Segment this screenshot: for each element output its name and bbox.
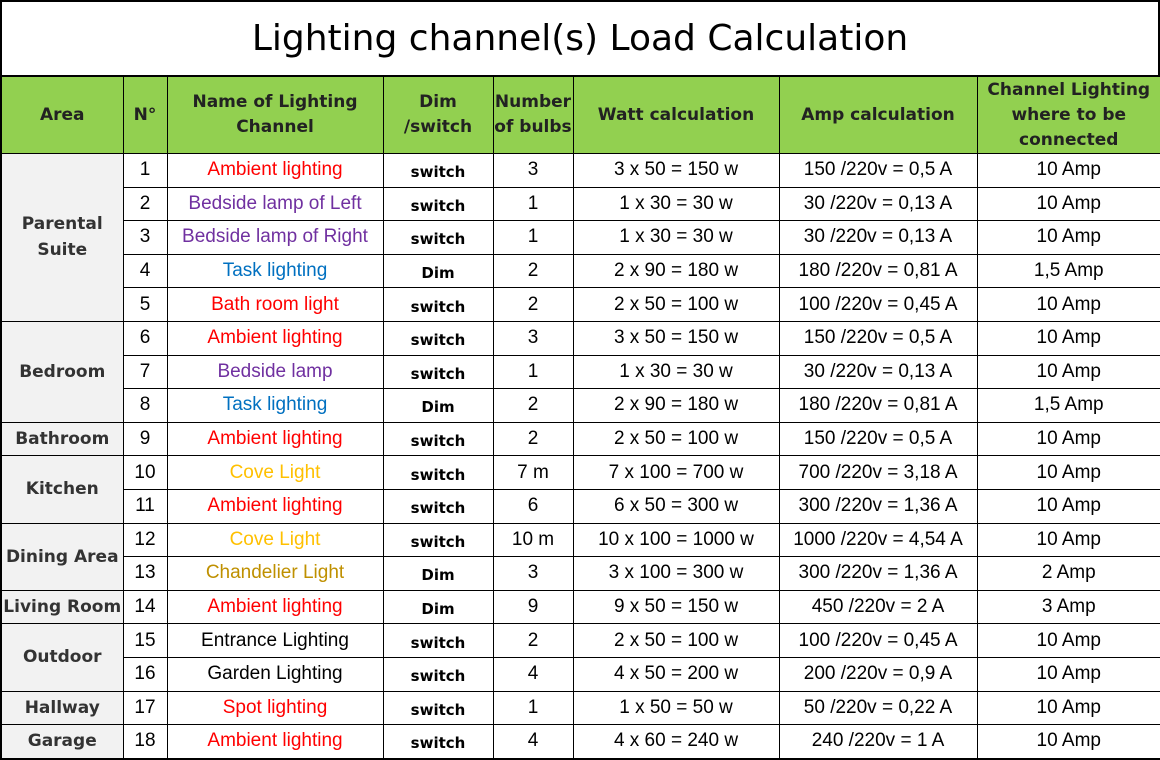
channel-cell: 10 Amp: [977, 288, 1160, 322]
header-row: [1, 76, 1160, 154]
number-cell: 10: [123, 456, 167, 490]
watt-cell: 2 x 50 = 100 w: [573, 288, 779, 322]
channel-name-cell: Ambient lighting: [167, 489, 383, 523]
mode-cell: switch: [383, 624, 493, 658]
bulbs-cell: 10 m: [493, 523, 573, 557]
mode-cell: switch: [383, 288, 493, 322]
mode-cell: switch: [383, 187, 493, 221]
table-row: [1, 221, 1160, 255]
channel-cell: 10 Amp: [977, 624, 1160, 658]
watt-cell: 7 x 100 = 700 w: [573, 456, 779, 490]
amp-cell: 180 /220v = 0,81 A: [779, 254, 977, 288]
table-row: [1, 456, 1160, 490]
table-row: [1, 187, 1160, 221]
amp-cell: 450 /220v = 2 A: [779, 590, 977, 624]
channel-cell: 3 Amp: [977, 590, 1160, 624]
mode-cell: Dim: [383, 389, 493, 423]
header-bulbs: Number of bulbs: [493, 76, 573, 154]
header-name: Name of Lighting Channel: [167, 76, 383, 154]
channel-cell: 1,5 Amp: [977, 254, 1160, 288]
number-cell: 4: [123, 254, 167, 288]
number-cell: 18: [123, 725, 167, 759]
channel-name-cell: Ambient lighting: [167, 590, 383, 624]
number-cell: 2: [123, 187, 167, 221]
area-cell: Parental Suite: [1, 154, 123, 322]
mode-cell: switch: [383, 691, 493, 725]
channel-name-cell: Task lighting: [167, 254, 383, 288]
bulbs-cell: 2: [493, 624, 573, 658]
bulbs-cell: 2: [493, 288, 573, 322]
amp-cell: 50 /220v = 0,22 A: [779, 691, 977, 725]
area-cell: Kitchen: [1, 456, 123, 523]
channel-cell: 10 Amp: [977, 422, 1160, 456]
amp-cell: 150 /220v = 0,5 A: [779, 321, 977, 355]
channel-cell: 10 Amp: [977, 691, 1160, 725]
channel-name-cell: Ambient lighting: [167, 154, 383, 188]
channel-name-cell: Ambient lighting: [167, 321, 383, 355]
amp-cell: 150 /220v = 0,5 A: [779, 422, 977, 456]
channel-cell: 10 Amp: [977, 523, 1160, 557]
page-title: Lighting channel(s) Load Calculation: [0, 0, 1160, 75]
number-cell: 9: [123, 422, 167, 456]
mode-cell: switch: [383, 221, 493, 255]
watt-cell: 1 x 30 = 30 w: [573, 187, 779, 221]
table-row: [1, 725, 1160, 759]
table-row: [1, 321, 1160, 355]
amp-cell: 180 /220v = 0,81 A: [779, 389, 977, 423]
bulbs-cell: 9: [493, 590, 573, 624]
watt-cell: 2 x 50 = 100 w: [573, 422, 779, 456]
amp-cell: 30 /220v = 0,13 A: [779, 221, 977, 255]
channel-name-cell: Cove Light: [167, 456, 383, 490]
bulbs-cell: 1: [493, 221, 573, 255]
table-row: [1, 355, 1160, 389]
header-watt: Watt calculation: [573, 76, 779, 154]
channel-cell: 10 Amp: [977, 154, 1160, 188]
table-row: [1, 657, 1160, 691]
channel-cell: 10 Amp: [977, 187, 1160, 221]
area-cell: Dining Area: [1, 523, 123, 590]
header-channel: Channel Lighting where to be connected: [977, 76, 1160, 154]
watt-cell: 6 x 50 = 300 w: [573, 489, 779, 523]
amp-cell: 300 /220v = 1,36 A: [779, 489, 977, 523]
number-cell: 16: [123, 657, 167, 691]
channel-name-cell: Chandelier Light: [167, 557, 383, 591]
mode-cell: switch: [383, 422, 493, 456]
table-row: [1, 254, 1160, 288]
number-cell: 7: [123, 355, 167, 389]
mode-cell: switch: [383, 154, 493, 188]
amp-cell: 1000 /220v = 4,54 A: [779, 523, 977, 557]
channel-name-cell: Cove Light: [167, 523, 383, 557]
amp-cell: 150 /220v = 0,5 A: [779, 154, 977, 188]
mode-cell: switch: [383, 321, 493, 355]
mode-cell: switch: [383, 657, 493, 691]
area-cell: Living Room: [1, 590, 123, 624]
watt-cell: 4 x 60 = 240 w: [573, 725, 779, 759]
amp-cell: 30 /220v = 0,13 A: [779, 187, 977, 221]
amp-cell: 30 /220v = 0,13 A: [779, 355, 977, 389]
load-table: [0, 75, 1160, 760]
mode-cell: switch: [383, 355, 493, 389]
bulbs-cell: 3: [493, 154, 573, 188]
channel-cell: 10 Amp: [977, 456, 1160, 490]
channel-name-cell: Bedside lamp: [167, 355, 383, 389]
area-cell: Bedroom: [1, 321, 123, 422]
bulbs-cell: 1: [493, 187, 573, 221]
bulbs-cell: 3: [493, 321, 573, 355]
mode-cell: switch: [383, 523, 493, 557]
watt-cell: 2 x 90 = 180 w: [573, 254, 779, 288]
number-cell: 12: [123, 523, 167, 557]
channel-cell: 10 Amp: [977, 321, 1160, 355]
bulbs-cell: 2: [493, 254, 573, 288]
number-cell: 5: [123, 288, 167, 322]
header-amp: Amp calculation: [779, 76, 977, 154]
mode-cell: Dim: [383, 557, 493, 591]
amp-cell: 300 /220v = 1,36 A: [779, 557, 977, 591]
channel-name-cell: Spot lighting: [167, 691, 383, 725]
watt-cell: 2 x 90 = 180 w: [573, 389, 779, 423]
header-area: Area: [1, 76, 123, 154]
channel-cell: 10 Amp: [977, 657, 1160, 691]
bulbs-cell: 4: [493, 657, 573, 691]
area-cell: Bathroom: [1, 422, 123, 456]
bulbs-cell: 3: [493, 557, 573, 591]
amp-cell: 240 /220v = 1 A: [779, 725, 977, 759]
watt-cell: 10 x 100 = 1000 w: [573, 523, 779, 557]
mode-cell: Dim: [383, 254, 493, 288]
watt-cell: 3 x 50 = 150 w: [573, 154, 779, 188]
channel-name-cell: Task lighting: [167, 389, 383, 423]
watt-cell: 1 x 50 = 50 w: [573, 691, 779, 725]
number-cell: 8: [123, 389, 167, 423]
amp-cell: 100 /220v = 0,45 A: [779, 624, 977, 658]
channel-name-cell: Garden Lighting: [167, 657, 383, 691]
channel-name-cell: Bedside lamp of Right: [167, 221, 383, 255]
watt-cell: 4 x 50 = 200 w: [573, 657, 779, 691]
channel-cell: 10 Amp: [977, 355, 1160, 389]
number-cell: 17: [123, 691, 167, 725]
header-mode: Dim /switch: [383, 76, 493, 154]
channel-name-cell: Bath room light: [167, 288, 383, 322]
watt-cell: 1 x 30 = 30 w: [573, 355, 779, 389]
number-cell: 15: [123, 624, 167, 658]
channel-cell: 10 Amp: [977, 489, 1160, 523]
mode-cell: switch: [383, 489, 493, 523]
bulbs-cell: 2: [493, 389, 573, 423]
watt-cell: 3 x 50 = 150 w: [573, 321, 779, 355]
area-cell: Garage: [1, 725, 123, 759]
channel-cell: 1,5 Amp: [977, 389, 1160, 423]
header-number: N°: [123, 76, 167, 154]
channel-name-cell: Entrance Lighting: [167, 624, 383, 658]
area-cell: Hallway: [1, 691, 123, 725]
watt-cell: 2 x 50 = 100 w: [573, 624, 779, 658]
channel-cell: 10 Amp: [977, 725, 1160, 759]
table-row: [1, 624, 1160, 658]
number-cell: 1: [123, 154, 167, 188]
channel-name-cell: Bedside lamp of Left: [167, 187, 383, 221]
bulbs-cell: 4: [493, 725, 573, 759]
number-cell: 14: [123, 590, 167, 624]
bulbs-cell: 1: [493, 355, 573, 389]
channel-name-cell: Ambient lighting: [167, 725, 383, 759]
table-row: [1, 489, 1160, 523]
watt-cell: 3 x 100 = 300 w: [573, 557, 779, 591]
table-row: [1, 288, 1160, 322]
channel-cell: 2 Amp: [977, 557, 1160, 591]
channel-cell: 10 Amp: [977, 221, 1160, 255]
channel-name-cell: Ambient lighting: [167, 422, 383, 456]
table-body: [1, 154, 1160, 759]
bulbs-cell: 6: [493, 489, 573, 523]
mode-cell: switch: [383, 456, 493, 490]
table-row: [1, 557, 1160, 591]
number-cell: 11: [123, 489, 167, 523]
number-cell: 3: [123, 221, 167, 255]
area-cell: Outdoor: [1, 624, 123, 691]
table-row: [1, 422, 1160, 456]
mode-cell: Dim: [383, 590, 493, 624]
amp-cell: 700 /220v = 3,18 A: [779, 456, 977, 490]
bulbs-cell: 7 m: [493, 456, 573, 490]
bulbs-cell: 1: [493, 691, 573, 725]
watt-cell: 9 x 50 = 150 w: [573, 590, 779, 624]
amp-cell: 100 /220v = 0,45 A: [779, 288, 977, 322]
table-row: [1, 691, 1160, 725]
amp-cell: 200 /220v = 0,9 A: [779, 657, 977, 691]
mode-cell: switch: [383, 725, 493, 759]
table-row: [1, 590, 1160, 624]
number-cell: 6: [123, 321, 167, 355]
table-row: [1, 389, 1160, 423]
table-row: [1, 154, 1160, 188]
watt-cell: 1 x 30 = 30 w: [573, 221, 779, 255]
number-cell: 13: [123, 557, 167, 591]
bulbs-cell: 2: [493, 422, 573, 456]
table-row: [1, 523, 1160, 557]
